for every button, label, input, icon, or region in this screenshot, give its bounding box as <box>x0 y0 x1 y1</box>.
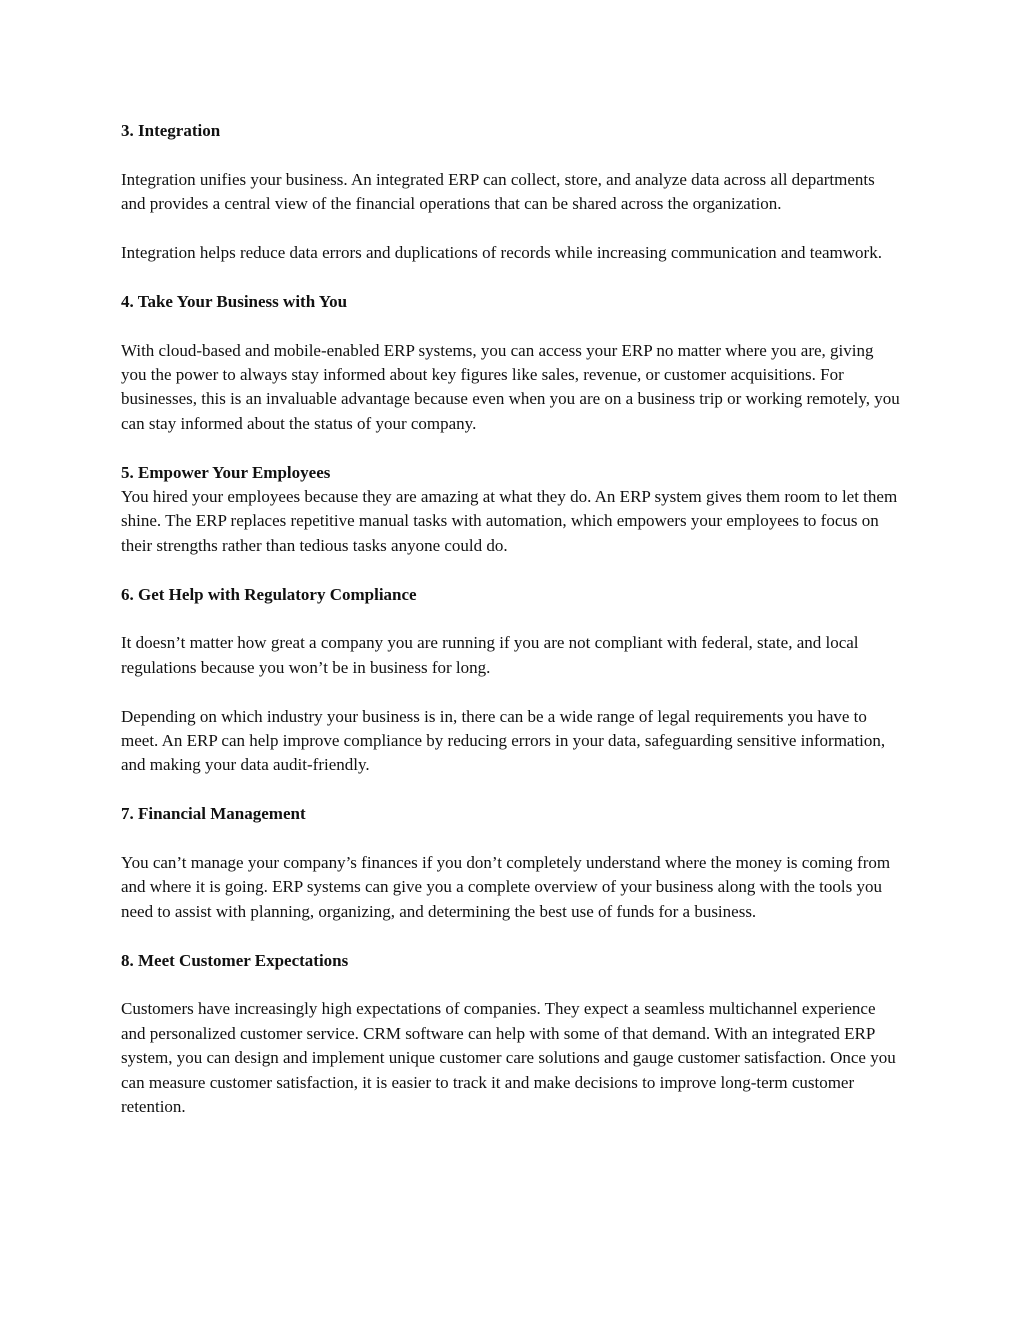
spacer <box>121 607 903 631</box>
document-page <box>121 119 903 1119</box>
spacer <box>121 827 903 851</box>
spacer <box>121 924 903 948</box>
spacer <box>121 436 903 460</box>
spacer <box>121 778 903 802</box>
paragraph: You can’t manage your company’s finances if you don’t completely understand where the money is coming from and where it is going. ERP systems can give you a complete overview of your business along with the tools you need to assist with planning, organizing, and determining the best use of funds for a business. <box>121 853 891 921</box>
section-heading-empower-employees: 5. Empower Your Employees <box>121 462 331 482</box>
spacer <box>121 314 903 338</box>
paragraph: With cloud-based and mobile-enabled ERP systems, you can access your ERP no matter where you are, giving you the power to always stay informed about key figures like sales, revenue, or customer acquisitions. For businesses, this is an invaluable advantage because even when you are on a business trip or working remotely, you can stay informed about the status of your company. <box>121 340 900 433</box>
section-heading-customer-expectations: 8. Meet Customer Expectations <box>121 950 349 970</box>
paragraph: Customers have increasingly high expectations of companies. They expect a seamless multichannel experience and personalized customer service. CRM software can help with some of that demand. With an integrated ERP system, you can design and implement unique customer care solutions and gauge customer satisfaction. Once you can measure customer satisfaction, it is easier to track it and make decisions to improve long-term customer retention. <box>121 999 896 1117</box>
spacer <box>121 558 903 582</box>
spacer <box>121 680 903 704</box>
section-heading-integration: 3. Integration <box>121 121 221 140</box>
spacer <box>121 265 903 289</box>
section-heading-financial-management: 7. Financial Management <box>121 804 306 824</box>
paragraph: It doesn’t matter how great a company you are running if you are not compliant with federal, state, and local regulations because you won’t be in business for long. <box>121 633 859 677</box>
paragraph: Integration unifies your business. An integrated ERP can collect, store, and analyze data across all departments and provides a central view of the financial operations that can be shared across the organization. <box>121 169 875 214</box>
paragraph: You hired your employees because they are amazing at what they do. An ERP system gives them room to let them shine. The ERP replaces repetitive manual tasks with automation, which empowers your employees to focus on their strengths rather than tedious tasks anyone could do. <box>121 487 898 555</box>
spacer <box>121 143 903 167</box>
paragraph: Depending on which industry your business is in, there can be a wide range of legal requirements you have to meet. An ERP can help improve compliance by reducing errors in your data, safeguarding sensitive information, and making your data audit-friendly. <box>121 706 886 775</box>
spacer <box>121 973 903 997</box>
spacer <box>121 217 903 241</box>
section-heading-regulatory-compliance: 6. Get Help with Regulatory Compliance <box>121 584 417 604</box>
section-heading-take-business: 4. Take Your Business with You <box>121 291 348 311</box>
paragraph: Integration helps reduce data errors and duplications of records while increasing communication and teamwork. <box>121 243 882 262</box>
